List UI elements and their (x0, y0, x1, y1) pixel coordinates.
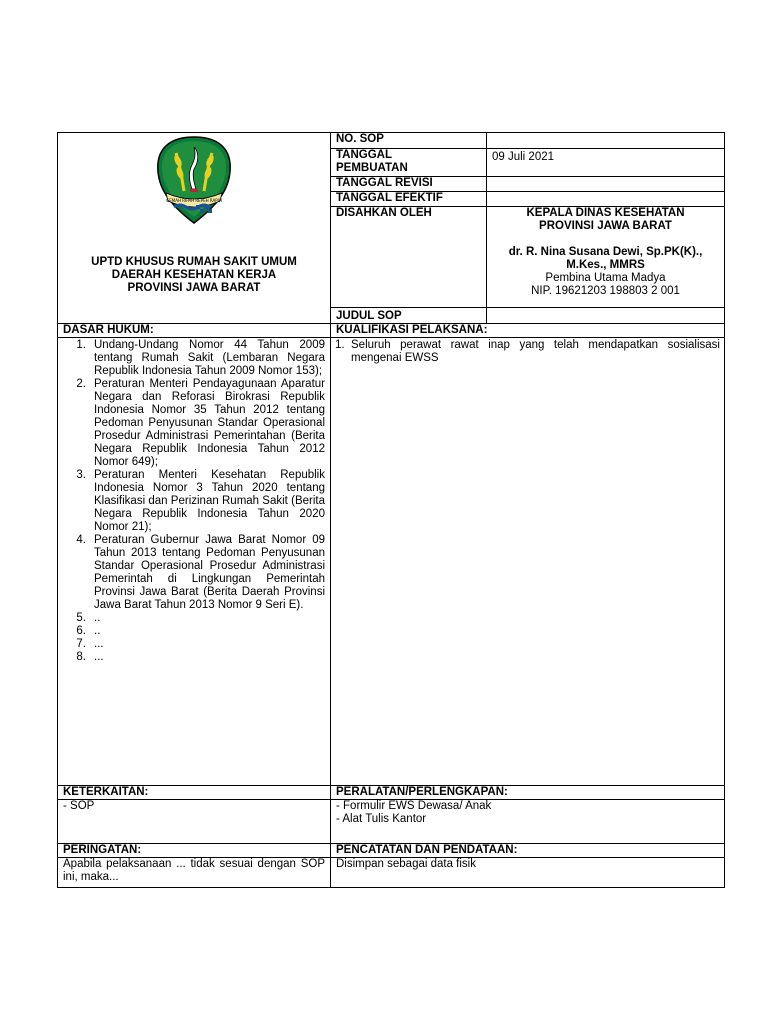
peralatan-line: - Formulir EWS Dewasa/ Anak (336, 800, 492, 812)
peralatan-content (331, 800, 725, 844)
dasar-hukum-list (58, 339, 326, 664)
tanggal-pembuatan-label-line-2: PEMBUATAN (336, 162, 408, 175)
official-nip: NIP. 19621203 198803 2 001 (531, 285, 680, 298)
dasar-hukum-content (58, 338, 331, 786)
list-item: 1. Undang-Undang Nomor 44 Tahun 2009 tentang Rumah Sakit (Lembaran Negara Republik Indonesia Tahun 2009 Nomor 153); (76, 339, 325, 377)
judul-sop-value (487, 307, 725, 323)
official-name-line-2: M.Kes., MMRS (566, 259, 645, 272)
list-item: 6. .. (76, 625, 101, 637)
tanggal-pembuatan-value: 09 Juli 2021 (487, 149, 725, 177)
official-rank: Pembina Utama Madya (545, 272, 666, 285)
tanggal-revisi-value (487, 177, 725, 192)
west-java-emblem-logo (156, 135, 232, 225)
list-item: 7. ... (76, 638, 104, 650)
keterkaitan-label: KETERKAITAN: (58, 786, 331, 800)
org-name-line-1: UPTD KHUSUS RUMAH SAKIT UMUM (91, 256, 297, 268)
list-item: 3. Peraturan Menteri Kesehatan Republik Indonesia Nomor 3 Tahun 2020 tentang Klasifikasi dan Perizinan Rumah Sakit (Berita Negara Republik Indonesia Tahun 2020 Nomor 21); (76, 469, 325, 533)
tanggal-revisi-label: TANGGAL REVISI (331, 177, 487, 192)
tanggal-pembuatan-label (331, 149, 487, 177)
peringatan-label: PERINGATAN: (58, 844, 331, 858)
org-cell (58, 133, 331, 324)
org-name-line-2: DAERAH KESEHATAN KERJA (111, 269, 277, 281)
approver-title-line-1: KEPALA DINAS KESEHATAN (526, 207, 685, 220)
logo-motto: GEMAH RIPAH REPEH RAPIH (166, 198, 222, 203)
approver-title-line-2: PROVINSI JAWA BARAT (539, 220, 672, 233)
kualifikasi-item-number: 1. (335, 339, 345, 351)
list-item: 4. Peraturan Gubernur Jawa Barat Nomor 09 Tahun 2013 tentang Pedoman Penyusunan Standar Operasional Prosedur Administrasi Pemerintah di Lingkungan Pemerintah Provinsi Jawa Barat (Berita Daerah Provinsi Jawa Barat Tahun 2013 Nomor 9 Seri E). (76, 534, 325, 611)
sop-table (57, 132, 725, 888)
tanggal-efektif-label: TANGGAL EFEKTIF (331, 192, 487, 207)
org-name-line-3: PROVINSI JAWA BARAT (127, 282, 261, 294)
kualifikasi-pelaksana-label: KUALIFIKASI PELAKSANA: (331, 324, 725, 338)
keterkaitan-content (58, 800, 331, 844)
pencatatan-content: Disimpan sebagai data fisik (331, 858, 725, 888)
organization-name (58, 256, 330, 295)
tanggal-efektif-value (487, 192, 725, 207)
keterkaitan-line: - SOP (63, 800, 95, 812)
judul-sop-label: JUDUL SOP (331, 307, 487, 323)
peringatan-content: Apabila pelaksanaan ... tidak sesuai dengan SOP ini, maka... (58, 858, 331, 888)
tanggal-pembuatan-label-line-1: TANGGAL (336, 149, 393, 162)
list-item: 8. ... (76, 651, 104, 663)
no-sop-value (487, 133, 725, 149)
dasar-hukum-label: DASAR HUKUM: (58, 324, 331, 338)
disahkan-oleh-value (487, 207, 725, 308)
disahkan-oleh-label: DISAHKAN OLEH (331, 207, 487, 308)
peralatan-label: PERALATAN/PERLENGKAPAN: (331, 786, 725, 800)
list-item: 5. .. (76, 612, 101, 624)
no-sop-label: NO. SOP (331, 133, 487, 149)
list-item: 2. Peraturan Menteri Pendayagunaan Aparatur Negara dan Reforasi Birokrasi Republik Indonesia Nomor 35 Tahun 2012 tentang Pedoman Penyusunan Standar Operasional Prosedur Administrasi Pemerintahan (Berita Negara Republik Indonesia Tahun 2012 Nomor 649); (76, 378, 325, 468)
peralatan-line: - Alat Tulis Kantor (336, 813, 427, 825)
pencatatan-label: PENCATATAN DAN PENDATAAN: (331, 844, 725, 858)
kualifikasi-item-text: Seluruh perawat rawat inap yang telah mendapatkan sosialisasi mengenai EWSS (351, 339, 720, 364)
list-item (331, 339, 720, 365)
official-name-line-1: dr. R. Nina Susana Dewi, Sp.PK(K)., (508, 246, 703, 259)
kualifikasi-pelaksana-content (331, 338, 725, 786)
